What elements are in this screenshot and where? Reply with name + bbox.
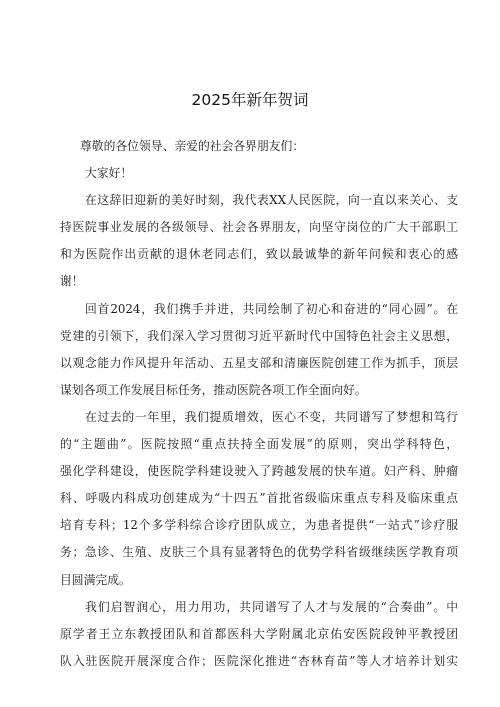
body-line: 在过去的一年里，我们提质增效，医心不变，共同谱写了梦想和笃行 <box>85 409 458 424</box>
body-line: 谋划各项工作发展目标任务，推动医院各项工作全面向好。 <box>60 382 367 397</box>
body-line: 尊敬的各位领导、亲爱的社会各界朋友们： <box>80 139 305 153</box>
body-line: 队入驻医院开展深度合作；医院深化推进“杏林育苗”等人才培养计划实 <box>60 653 458 668</box>
body-line: 强化学科建设，使医院学科建设驶入了跨越发展的快车道。妇产科、肿瘤 <box>60 464 458 479</box>
document-title: 2025年新年贺词 <box>191 91 309 109</box>
body-line: 培育专科；12个多学科综合诊疗团队成立，为患者提供“一站式”诊疗服 <box>60 518 458 533</box>
body-line: 大家好！ <box>85 166 133 181</box>
body-line: 谢！ <box>60 274 84 289</box>
body-line: 党建的引领下，我们深入学习贯彻习近平新时代中国特色社会主义思想， <box>60 328 458 343</box>
body-line: 目圆满完成。 <box>60 572 131 587</box>
body-line: 科、呼吸内科成功创建成为“十四五”首批省级临床重点专科及临床重点 <box>60 491 458 506</box>
body-line: 持医院事业发展的各级领导、社会各界朋友，向坚守岗位的广大干部职工 <box>60 220 458 235</box>
body-line: 以观念能力作风提升年活动、五星支部和清廉医院创建工作为抓手，顶层 <box>60 355 458 370</box>
body-line: 务；急诊、生殖、皮肤三个具有显著特色的优势学科省级继续医学教育项 <box>60 545 458 560</box>
body-line: 回首2024，我们携手并进，共同绘制了初心和奋进的“同心圆”。在 <box>85 301 458 316</box>
body-line: 和为医院作出贡献的退休老同志们，致以最诚挚的新年问候和衷心的感 <box>60 247 458 262</box>
body-line: 原学者王立东教授团队和首都医科大学附属北京佑安医院段钟平教授团 <box>60 626 458 641</box>
body-line: 的“主题曲”。医院按照“重点扶持全面发展”的原则，突出学科特色， <box>60 437 458 452</box>
document-body <box>60 133 458 675</box>
body-line: 我们启智润心，用力用功，共同谱写了人才与发展的“合奏曲”。中 <box>85 599 458 614</box>
body-line: 在这辞旧迎新的美好时刻，我代表XX人民医院，向一直以来关心、支 <box>85 193 458 208</box>
